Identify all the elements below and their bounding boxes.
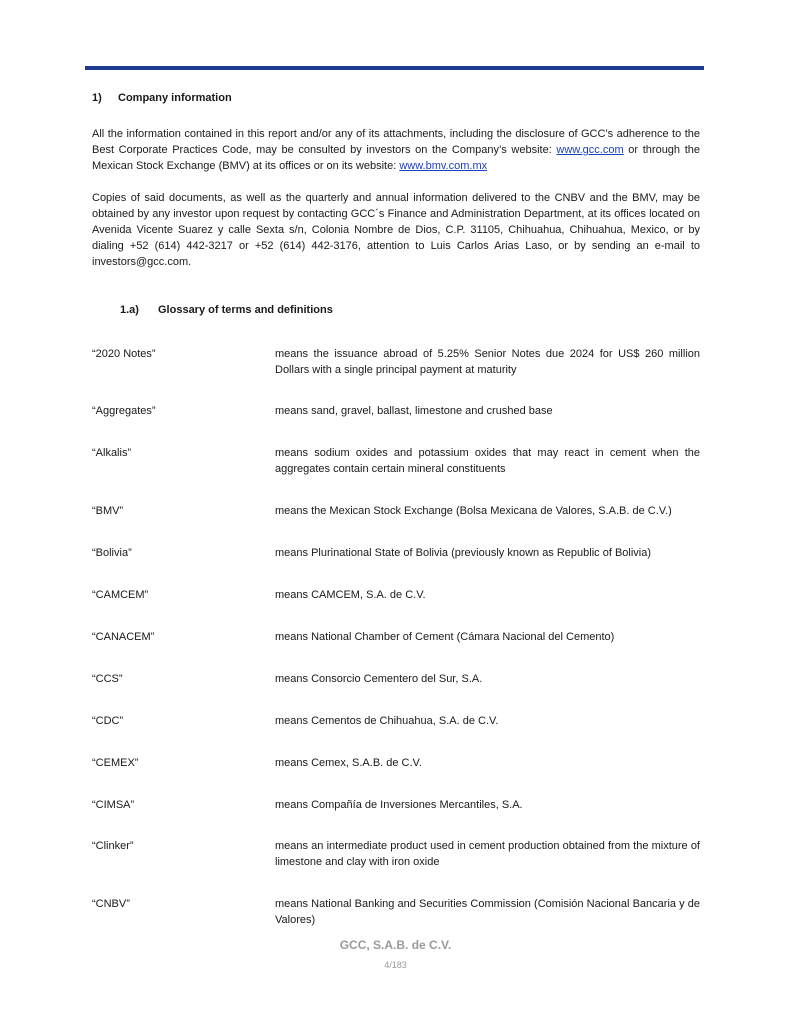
glossary-term: “CEMEX” <box>92 757 139 769</box>
glossary-term: “2020 Notes” <box>92 348 156 360</box>
paragraph-copies: Copies of said documents, as well as the quarterly and annual information delivered to the CNBV and the BMV, may be obtained by any investor upon request by contacting GCC´s Finance and Administration Department, at its offices located on Avenida Vicente Suarez y calle Sexta s/n, Colonia Nombre de Dios, C.P. 31105, Chihuahua, Chihuahua, Mexico, or by dialing +52 (614) 442-3217 or +52 (614) 442-3176, attention to Luis Carlos Arias Laso, or by sending an e-mail to investors@gcc.com. <box>92 192 700 268</box>
glossary-term: “CDC” <box>92 715 124 727</box>
header-rule <box>85 66 704 70</box>
glossary-definition: means the issuance abroad of 5.25% Senior Notes due 2024 for US$ 260 million Dollars with a single principal payment at maturity <box>275 348 700 376</box>
glossary-term: “Aggregates” <box>92 405 156 417</box>
paragraph-availability <box>92 126 700 174</box>
subsection-number: 1.a) <box>120 304 139 316</box>
glossary-definition: means Consorcio Cementero del Sur, S.A. <box>275 673 483 685</box>
glossary-definition: means Compañía de Inversiones Mercantiles, S.A. <box>275 799 523 811</box>
footer-company: GCC, S.A.B. de C.V. <box>339 938 452 952</box>
glossary-term: “CCS” <box>92 673 123 685</box>
glossary-definition: means Plurinational State of Bolivia (previously known as Republic of Bolivia) <box>275 547 652 559</box>
glossary-term: “Bolivia” <box>92 547 132 559</box>
glossary-term: “CAMCEM” <box>92 589 149 601</box>
glossary-definition: means Cementos de Chihuahua, S.A. de C.V. <box>275 715 499 727</box>
section-title: Company information <box>118 92 232 104</box>
glossary-term: “BMV” <box>92 505 124 517</box>
glossary-definition: means an intermediate product used in cement production obtained from the mixture of limestone and clay with iron oxide <box>275 840 700 868</box>
glossary-definition: means sodium oxides and potassium oxides that may react in cement when the aggregates contain certain mineral constituents <box>275 447 700 475</box>
subsection-heading <box>120 304 333 316</box>
glossary-definition: means National Banking and Securities Commission (Comisión Nacional Bancaria y de Valores) <box>275 898 700 926</box>
glossary-term: “Alkalis” <box>92 447 132 459</box>
section-number: 1) <box>92 92 102 104</box>
glossary-term: “Clinker” <box>92 840 134 852</box>
paragraph1-text: All the information contained in this report and/or any of its attachments, including the disclosure of GCC’s adherence to the Best Corporate Practices Code, may be consulted by investors on the Company’s website: <box>92 128 700 156</box>
footer-page-number: 4/183 <box>384 960 407 970</box>
glossary-definition: means sand, gravel, ballast, limestone and crushed base <box>275 405 553 417</box>
paragraph1-middle: or through the Mexican Stock Exchange (BMV) at its offices or on its website: <box>92 144 700 172</box>
section-heading <box>92 92 232 104</box>
gcc-website-link[interactable]: www.gcc.com <box>556 144 624 156</box>
glossary-definition: means the Mexican Stock Exchange (Bolsa Mexicana de Valores, S.A.B. de C.V.) <box>275 505 672 517</box>
subsection-title: Glossary of terms and definitions <box>158 304 333 316</box>
glossary-term: “CANACEM” <box>92 631 155 643</box>
glossary-definition: means National Chamber of Cement (Cámara Nacional del Cemento) <box>275 631 615 643</box>
glossary-definition: means Cemex, S.A.B. de C.V. <box>275 757 422 769</box>
bmv-website-link[interactable]: www.bmv.com.mx <box>399 160 488 172</box>
glossary-term: “CNBV” <box>92 898 130 910</box>
glossary-term: “CIMSA” <box>92 799 135 811</box>
glossary-definition: means CAMCEM, S.A. de C.V. <box>275 589 426 601</box>
